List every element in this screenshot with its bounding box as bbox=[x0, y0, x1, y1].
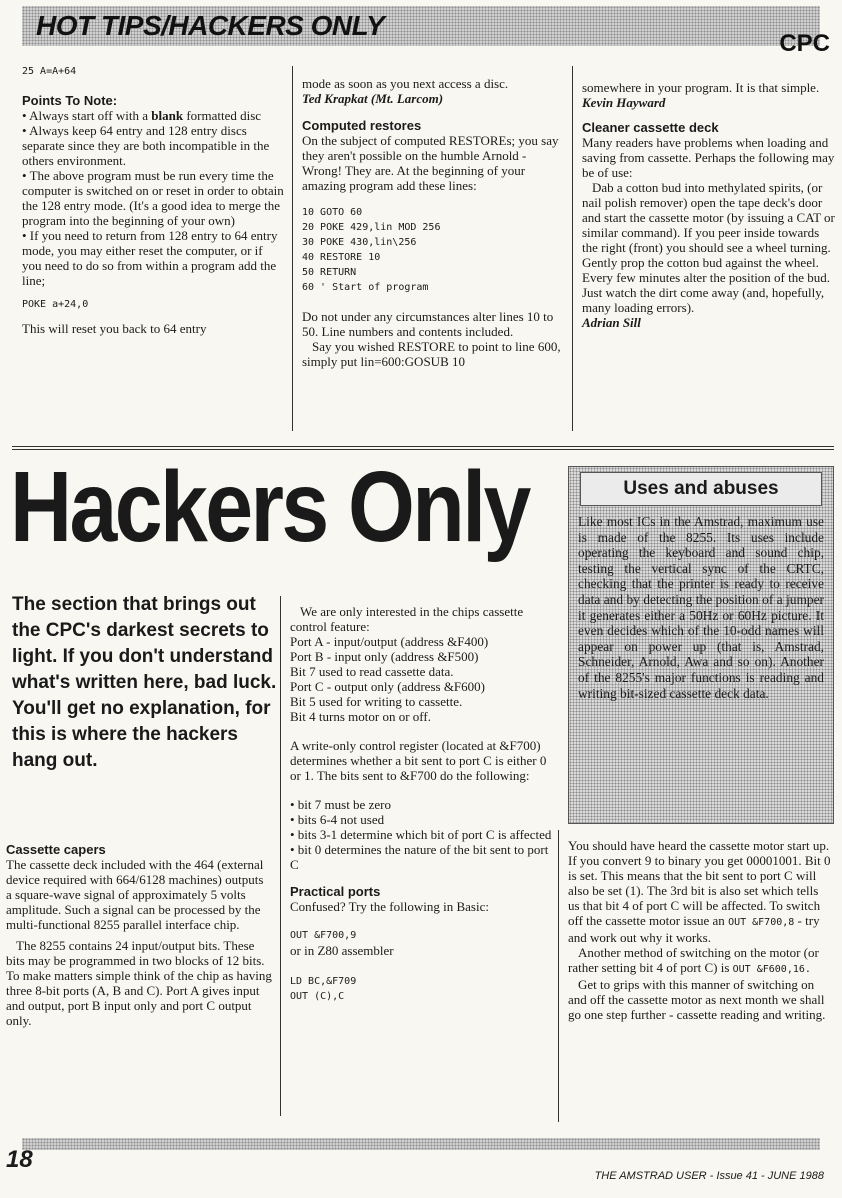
motor-para-2: Another method of switching on the motor (or rather setting bit 4 of port C) is OUT &F600,16. bbox=[568, 945, 819, 975]
section-divider-shadow bbox=[12, 449, 834, 450]
cassette-capers-para-1: The cassette deck included with the 464 (external device required with 664/6128 machines) outputs a square-wave signal of approximately 5 volts amplitude. Such a signal can be processed by the multi-functional 8255 parallel interface chip. bbox=[6, 857, 264, 932]
cleaner-para-1: Many readers have problems when loading and saving from cassette. Perhaps the following may be of use: bbox=[582, 135, 835, 180]
port-line: Bit 7 used to read cassette data. bbox=[290, 664, 454, 679]
cleaner-para-2: Dab a cotton bud into methylated spirits, (or nail polish remover) open the tape deck's door and start the cassette motor (by issuing a CAT or similar command). If you peer inside towards the right (front) you should see a wheel turning. Gently prop the cotton bud against the wheel. Every few minutes alter the position of the bud. Just watch the dirt come away (and, hopefully, many loading errors). bbox=[582, 180, 835, 315]
port-line: Bit 4 turns motor on or off. bbox=[290, 709, 431, 724]
lower-column-3 bbox=[568, 838, 832, 1022]
uses-and-abuses-text: Like most ICs in the Amstrad, maximum use is made of the 8255. Its uses include operating the keyboard and sound chip, testing the vertical sync of the CRTC, checking that the printer is ready to receive data and by detecting the position of a jumper it generates either a 50Hz or 60Hz picture. It even decides which of the 10-odd names will appear on power up (that is, Amstrad, Schneider, Arnold, Awa and so on). Another of the 8255's major functions is reading and writing bit-sized cassette deck data. bbox=[578, 514, 824, 701]
byline-adrian-sill: Adrian Sill bbox=[582, 315, 641, 330]
cassette-capers-heading: Cassette capers bbox=[6, 842, 106, 857]
top-column-3 bbox=[582, 80, 838, 330]
code-line: OUT (C),C bbox=[290, 991, 345, 1002]
restore-code-block bbox=[302, 205, 564, 295]
top-column-1 bbox=[22, 64, 284, 336]
poke-code: POKE a+24,0 bbox=[22, 299, 89, 310]
continued-text: mode as soon as you next access a disc. bbox=[302, 76, 509, 91]
column-divider bbox=[572, 66, 573, 431]
bullet-2: • Always keep 64 entry and 128 entry discs separate since they are both incompatible in the others environment. bbox=[22, 123, 270, 168]
bit-item: • bit 7 must be zero bbox=[290, 797, 391, 812]
code-line: 25 A=A+64 bbox=[22, 66, 77, 77]
section-divider bbox=[12, 446, 834, 447]
column-divider bbox=[558, 830, 559, 1122]
port-line: Port A - input/output (address &F400) bbox=[290, 634, 489, 649]
cassette-capers-para-2: The 8255 contains 24 input/output bits. These bits may be programmed in two blocks of 12 bits. To make matters simple think of the chip as having three 8-bit ports (A, B and C). Port A gives input and output, port B input only and port C output only. bbox=[6, 938, 272, 1028]
practical-ports-heading: Practical ports bbox=[290, 884, 381, 899]
bullet-1: • Always start off with a blank formatted disc bbox=[22, 108, 262, 123]
section-intro: The section that brings out the CPC's darkest secrets to light. If you don't understand what's written here, bad luck. You'll get no explanation, for this is where the hackers hang out. bbox=[12, 594, 277, 771]
restore-example-para: Say you wished RESTORE to point to line 600, simply put lin=600:GOSUB 10 bbox=[302, 339, 561, 369]
code-line: 60 ' Start of program bbox=[302, 282, 429, 293]
hackers-only-title: Hackers Only bbox=[10, 451, 529, 563]
bit-item: • bits 6-4 not used bbox=[290, 812, 385, 827]
section-header-title: HOT TIPS/HACKERS ONLY bbox=[36, 10, 385, 41]
chips-feature-para: We are only interested in the chips cassette control feature: bbox=[290, 604, 524, 634]
bit-item: • bits 3-1 determine which bit of port C is affected bbox=[290, 827, 552, 842]
reset-text: This will reset you back to 64 entry bbox=[22, 321, 207, 336]
assembler-note: or in Z80 assembler bbox=[290, 943, 394, 958]
ports-list bbox=[290, 634, 552, 724]
code-line: 20 POKE 429,lin MOD 256 bbox=[302, 222, 441, 233]
uses-and-abuses-title: Uses and abuses bbox=[580, 472, 822, 506]
byline-kevin-hayward: Kevin Hayward bbox=[582, 95, 666, 110]
control-register-para: A write-only control register (located at &F700) determines whether a bit sent to port C is either 0 or 1. The bits sent to &F700 do the following: bbox=[290, 738, 547, 783]
bullet-3: • The above program must be run every time the computer is switched on or reset in order to obtain the 128 entry mode. (It's a good idea to merge the program into the beginning of your own) bbox=[22, 168, 284, 228]
column-divider bbox=[280, 596, 281, 1116]
column-divider bbox=[292, 66, 293, 431]
port-line: Port B - input only (address &F500) bbox=[290, 649, 479, 664]
code-line: LD BC,&F709 bbox=[290, 976, 357, 987]
computed-restores-para: On the subject of computed RESTOREs; you say they aren't possible on the humble Arnold - Wrong! They are. At the beginning of your amazing program add these lines: bbox=[302, 133, 559, 193]
motor-para-1: You should have heard the cassette motor start up. If you convert 9 to binary you get 00001001. Bit 0 is set. This means that the bit sent to port C will also be set (1). The 3rd bit is also set which tells us that bit 4 of port C will be affected. To switch off the cassette motor issue an OUT &F700,8 - try and work out why it works. bbox=[568, 838, 831, 945]
bits-list bbox=[290, 797, 552, 872]
practical-ports-para: Confused? Try the following in Basic: bbox=[290, 899, 489, 914]
code-line: 30 POKE 430,lin\256 bbox=[302, 237, 417, 248]
code-line: 10 GOTO 60 bbox=[302, 207, 363, 218]
lower-column-2 bbox=[290, 604, 552, 1004]
port-line: Port C - output only (address &F600) bbox=[290, 679, 485, 694]
bit-item: • bit 0 determines the nature of the bit sent to port C bbox=[290, 842, 549, 872]
issue-line: THE AMSTRAD USER - Issue 41 - JUNE 1988 bbox=[594, 1170, 824, 1182]
byline-ted-krapkat: Ted Krapkat (Mt. Larcom) bbox=[302, 91, 444, 106]
cleaner-cassette-heading: Cleaner cassette deck bbox=[582, 120, 719, 135]
cpc-badge: CPC bbox=[779, 30, 830, 57]
computed-restores-heading: Computed restores bbox=[302, 118, 422, 133]
bullet-4: • If you need to return from 128 entry to 64 entry mode, you may either reset the computer, or if you need to do so from within a program add the line; bbox=[22, 228, 278, 288]
lower-column-1 bbox=[6, 842, 272, 1028]
points-heading: Points To Note: bbox=[22, 93, 118, 108]
port-line: Bit 5 used for writing to cassette. bbox=[290, 694, 463, 709]
continued-text: somewhere in your program. It is that simple. bbox=[582, 80, 820, 95]
top-column-2 bbox=[302, 76, 564, 369]
footer-strip bbox=[22, 1138, 820, 1150]
code-line: 50 RETURN bbox=[302, 267, 357, 278]
warning-para: Do not under any circumstances alter lines 10 to 50. Line numbers and contents included. bbox=[302, 309, 554, 339]
code-line: 40 RESTORE 10 bbox=[302, 252, 381, 263]
motor-para-3: Get to grips with this manner of switching on and off the cassette motor as next month we shall go one step further - cassette reading and writing. bbox=[568, 977, 826, 1022]
page-number: 18 bbox=[6, 1146, 33, 1173]
code-line: OUT &F700,9 bbox=[290, 930, 357, 941]
